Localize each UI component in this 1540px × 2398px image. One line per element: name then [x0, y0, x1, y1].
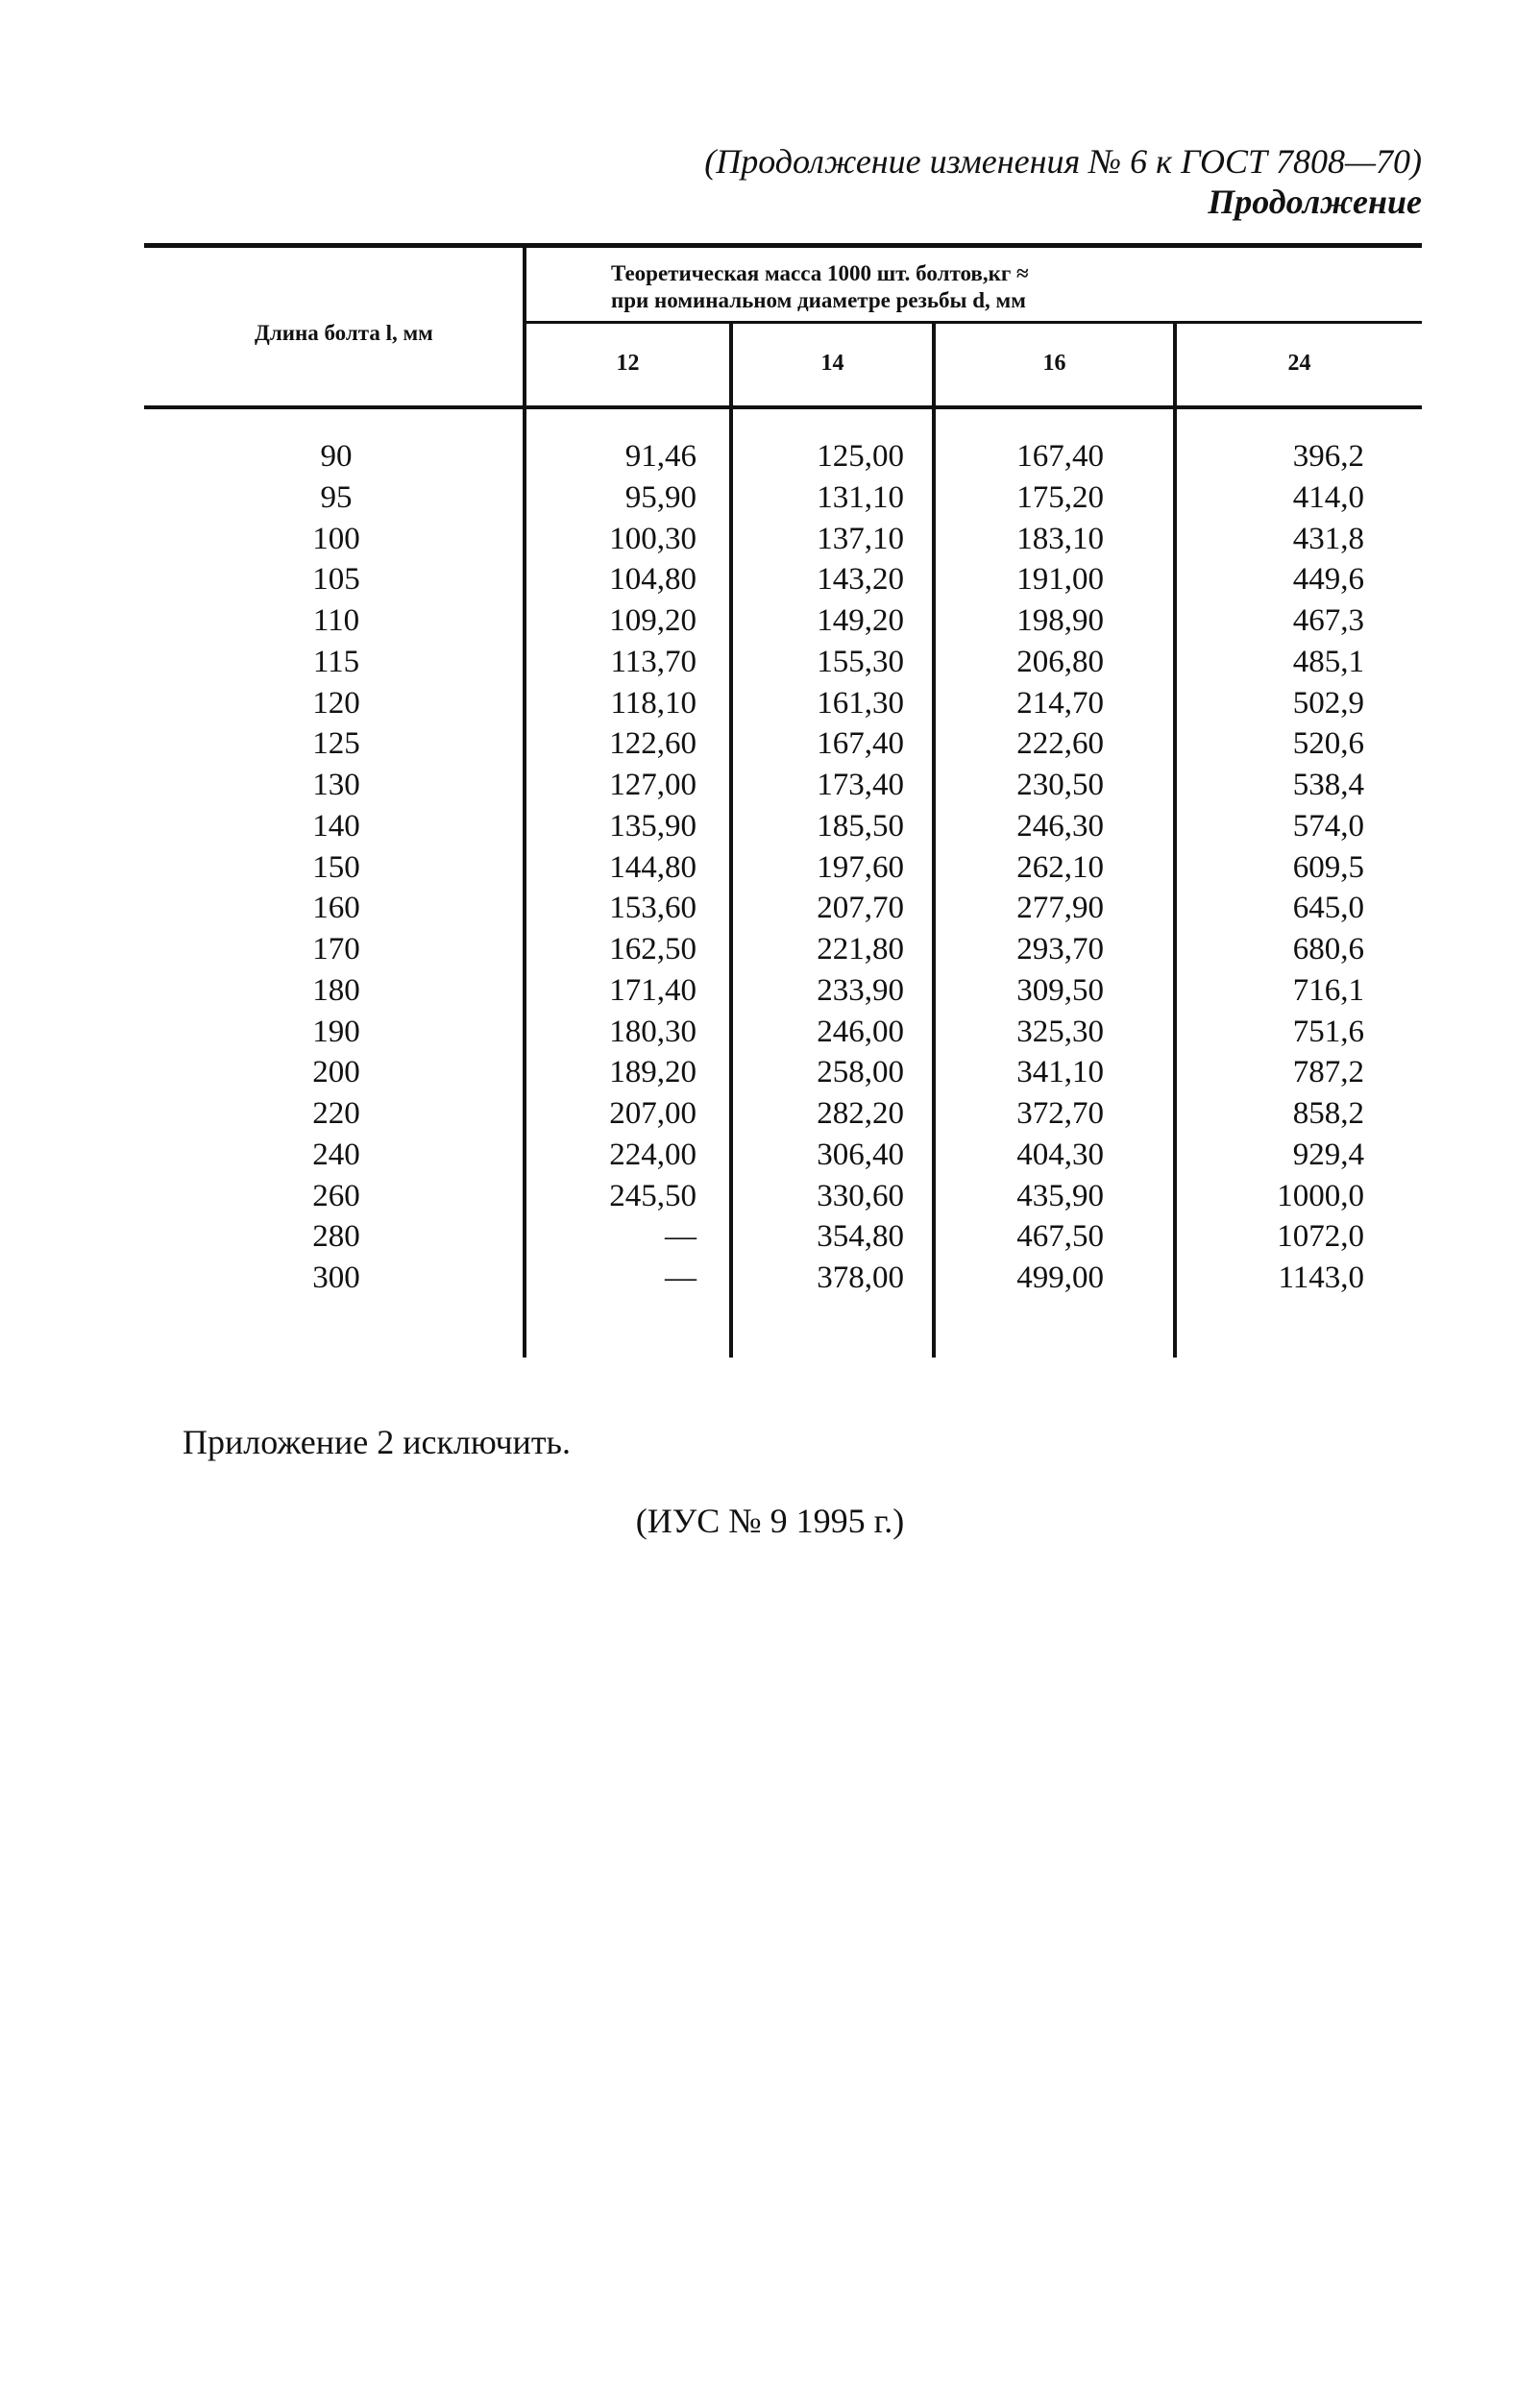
cell-len: 280 — [312, 1219, 360, 1255]
cell-d14: 221,80 — [817, 932, 904, 967]
cell-d12: 122,60 — [609, 726, 697, 762]
cell-d14: 197,60 — [817, 849, 904, 885]
cell-d16: 262,10 — [1016, 849, 1104, 885]
cell-len: 105 — [312, 562, 360, 598]
cell-d12: 109,20 — [609, 603, 697, 638]
cell-d14: 282,20 — [817, 1096, 904, 1131]
diameter-header-16: 16 — [1042, 351, 1066, 376]
cell-d12: 100,30 — [609, 521, 697, 556]
cell-d14: 161,30 — [817, 685, 904, 721]
cell-d16: 206,80 — [1016, 644, 1104, 679]
cell-d24: 1000,0 — [1277, 1178, 1364, 1213]
cell-len: 190 — [312, 1014, 360, 1049]
cell-d12: 113,70 — [610, 644, 697, 679]
cell-d16: 222,60 — [1016, 726, 1104, 762]
bolt-mass-table — [144, 243, 1422, 1358]
cell-d16: 277,90 — [1016, 891, 1104, 926]
mass-header-rule — [525, 321, 1422, 324]
cell-d12: 127,00 — [609, 768, 697, 802]
col-divider-1 — [523, 248, 526, 1358]
cell-len: 180 — [312, 972, 360, 1008]
cell-d16: 183,10 — [1016, 521, 1104, 556]
cell-len: 130 — [312, 768, 360, 802]
cell-d24: 520,6 — [1292, 726, 1364, 762]
cell-d16: 293,70 — [1016, 932, 1104, 967]
cell-len: 120 — [312, 685, 360, 721]
ius-reference: (ИУС № 9 1995 г.) — [635, 1502, 905, 1540]
col-divider-3 — [932, 322, 936, 1358]
diameter-header-14: 14 — [820, 351, 844, 376]
cell-d12: 207,00 — [609, 1096, 697, 1131]
cell-d14: 143,20 — [817, 562, 904, 598]
cell-d12: 135,90 — [609, 808, 697, 844]
cell-len: 95 — [320, 479, 353, 515]
cell-d12: 224,00 — [609, 1137, 697, 1172]
cell-d12: 118,10 — [610, 685, 697, 721]
cell-d24: 467,3 — [1292, 603, 1364, 638]
cell-d24: 431,8 — [1292, 521, 1364, 556]
cell-d16: 175,20 — [1016, 479, 1104, 515]
cell-d24: 396,2 — [1292, 439, 1364, 474]
cell-len: 115 — [312, 644, 360, 679]
cell-d24: 716,1 — [1292, 972, 1364, 1008]
cell-d12: 162,50 — [609, 932, 697, 967]
cell-d14: 125,00 — [817, 439, 904, 474]
cell-d24: 645,0 — [1292, 891, 1364, 926]
cell-d16: 246,30 — [1016, 808, 1104, 844]
appendix-note: Приложение 2 исключить. — [183, 1423, 571, 1461]
cell-d24: 1143,0 — [1278, 1260, 1364, 1295]
cell-d14: 131,10 — [817, 479, 904, 515]
cell-d12: 104,80 — [609, 562, 697, 598]
cell-d24: 414,0 — [1292, 479, 1364, 515]
cell-d14: 330,60 — [817, 1178, 904, 1213]
diameter-header-24: 24 — [1287, 351, 1311, 376]
cell-d16: 214,70 — [1016, 685, 1104, 721]
cell-len: 200 — [312, 1055, 360, 1090]
cell-d12: — — [665, 1219, 697, 1255]
cell-len: 100 — [312, 521, 360, 556]
continuation-header: (Продолжение изменения № 6 к ГОСТ 7808—70) — [704, 142, 1422, 181]
cell-len: 110 — [312, 603, 360, 638]
cell-d24: 609,5 — [1292, 849, 1364, 885]
cell-d12: — — [665, 1260, 697, 1295]
cell-len: 125 — [312, 726, 360, 762]
cell-d16: 499,00 — [1016, 1260, 1104, 1295]
cell-d12: 153,60 — [609, 891, 697, 926]
cell-len: 300 — [312, 1260, 360, 1295]
cell-d12: 95,90 — [624, 479, 697, 515]
cell-d14: 233,90 — [817, 972, 904, 1008]
cell-d16: 230,50 — [1016, 768, 1104, 802]
cell-d14: 185,50 — [817, 808, 904, 844]
cell-d24: 858,2 — [1292, 1096, 1364, 1131]
length-column-header: Длина болта l, мм — [255, 321, 433, 345]
cell-d24: 574,0 — [1292, 808, 1364, 844]
cell-d12: 245,50 — [609, 1178, 697, 1213]
cell-d12: 91,46 — [624, 439, 697, 474]
cell-len: 150 — [312, 849, 360, 885]
cell-d14: 167,40 — [817, 726, 904, 762]
cell-len: 240 — [312, 1137, 360, 1172]
cell-d16: 198,90 — [1016, 603, 1104, 638]
cell-d16: 341,10 — [1016, 1055, 1104, 1090]
diameter-header-12: 12 — [616, 351, 640, 376]
cell-d24: 502,9 — [1292, 685, 1364, 721]
cell-d24: 680,6 — [1292, 932, 1364, 967]
cell-d14: 173,40 — [817, 768, 904, 802]
cell-len: 220 — [312, 1096, 360, 1131]
cell-d24: 1072,0 — [1277, 1219, 1364, 1255]
cell-d16: 167,40 — [1016, 439, 1104, 474]
cell-d24: 751,6 — [1292, 1014, 1364, 1049]
cell-len: 260 — [312, 1178, 360, 1213]
cell-len: 170 — [312, 932, 360, 967]
cell-d16: 435,90 — [1016, 1178, 1104, 1213]
col-divider-4 — [1173, 322, 1177, 1358]
cell-d14: 149,20 — [817, 603, 904, 638]
cell-d16: 325,30 — [1016, 1014, 1104, 1049]
cell-len: 140 — [312, 808, 360, 844]
cell-d16: 372,70 — [1016, 1096, 1104, 1131]
cell-d14: 354,80 — [817, 1219, 904, 1255]
cell-len: 160 — [312, 891, 360, 926]
cell-d14: 306,40 — [817, 1137, 904, 1172]
cell-d24: 538,4 — [1292, 768, 1364, 802]
cell-d12: 171,40 — [609, 972, 697, 1008]
cell-d14: 207,70 — [817, 891, 904, 926]
cell-d24: 929,4 — [1292, 1137, 1364, 1172]
cell-d16: 404,30 — [1016, 1137, 1104, 1172]
cell-d12: 180,30 — [609, 1014, 697, 1049]
cell-d16: 467,50 — [1016, 1219, 1104, 1255]
continuation-subheader: Продолжение — [1208, 183, 1422, 221]
cell-d24: 449,6 — [1292, 562, 1364, 598]
cell-d16: 191,00 — [1016, 562, 1104, 598]
cell-d14: 155,30 — [817, 644, 904, 679]
cell-d14: 246,00 — [817, 1014, 904, 1049]
header-bottom-rule — [144, 405, 1422, 409]
mass-header-line2: при номинальном диаметре резьбы d, мм — [611, 288, 1026, 312]
cell-d24: 787,2 — [1292, 1055, 1364, 1090]
cell-len: 90 — [320, 439, 353, 474]
col-divider-2 — [729, 322, 733, 1358]
cell-d14: 258,00 — [817, 1055, 904, 1090]
cell-d14: 137,10 — [817, 521, 904, 556]
mass-header-line1: Теоретическая масса 1000 шт. болтов,кг ≈ — [611, 261, 1029, 285]
cell-d14: 378,00 — [817, 1260, 904, 1295]
cell-d24: 485,1 — [1292, 644, 1364, 679]
cell-d16: 309,50 — [1016, 972, 1104, 1008]
cell-d12: 189,20 — [609, 1055, 697, 1090]
cell-d12: 144,80 — [609, 849, 697, 885]
table-top-rule — [144, 243, 1422, 248]
